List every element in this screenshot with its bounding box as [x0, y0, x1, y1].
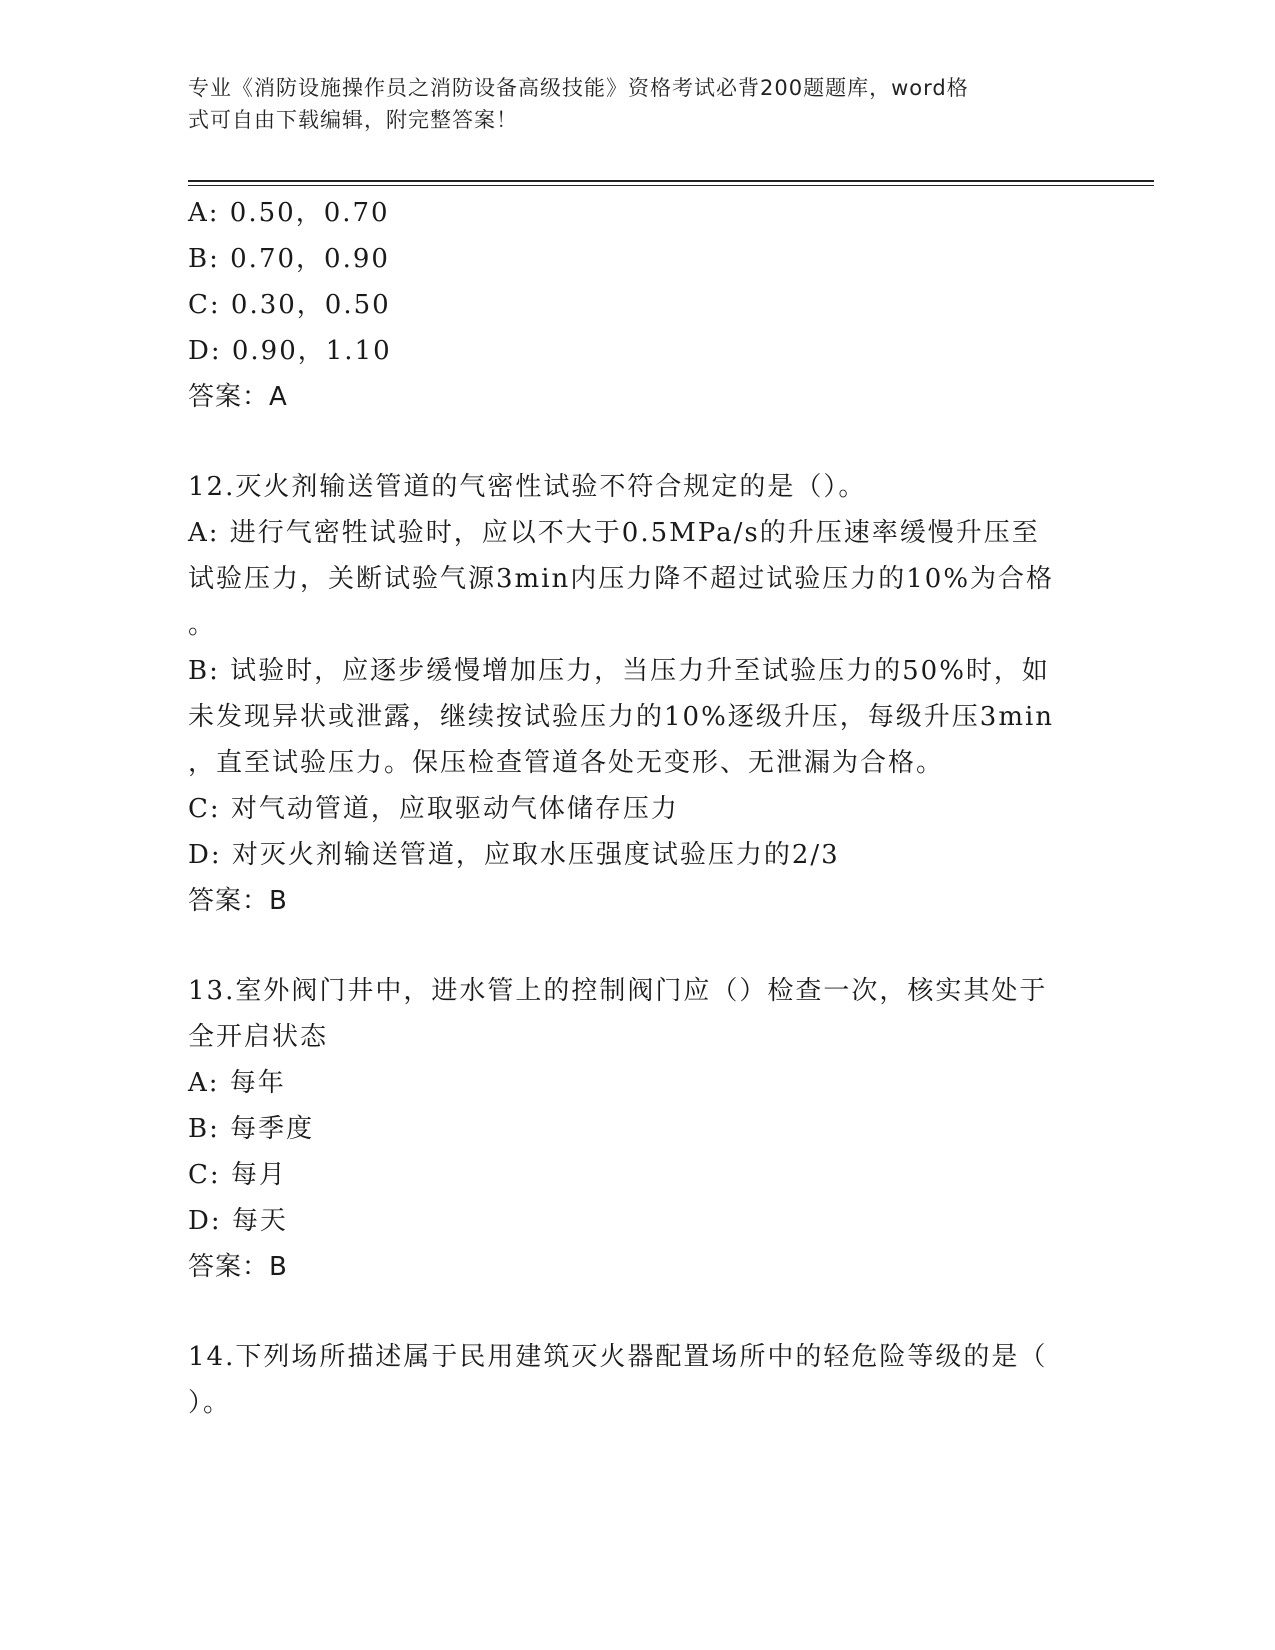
header-divider-thin [188, 185, 1154, 186]
q12-answer: 答案：B [188, 886, 288, 916]
q12-option-b-line-2: 未发现异状或泄露，继续按试验压力的10%逐级升压，每级升压3min [188, 702, 1055, 732]
q14-title-line-2: ）。 [188, 1388, 232, 1418]
question-12 [188, 464, 1088, 924]
q13-option-c: C: 每月 [188, 1160, 287, 1190]
question-14 [188, 1334, 1088, 1426]
q12-option-d: D: 对灭火剂输送管道，应取水压强度试验压力的2/3 [188, 840, 840, 870]
question-11 [188, 190, 1088, 420]
document-header [188, 72, 1068, 136]
q13-option-a: A: 每年 [188, 1068, 286, 1098]
q13-answer: 答案：B [188, 1252, 288, 1282]
q12-option-c: C: 对气动管道，应取驱动气体储存压力 [188, 794, 679, 824]
q11-option-c: C: 0.30，0.50 [188, 290, 391, 320]
q11-answer: 答案：A [188, 382, 288, 412]
question-13 [188, 968, 1088, 1290]
q11-option-d: D: 0.90，1.10 [188, 336, 392, 366]
header-line-1: 专业《消防设施操作员之消防设备高级技能》资格考试必背200题题库，word格 [188, 76, 969, 100]
q12-option-a-line-1: A: 进行气密牲试验时，应以不大于0.5MPa/s的升压速率缓慢升压至 [188, 518, 1040, 548]
q14-title-line-1: 14.下列场所描述属于民用建筑灭火器配置场所中的轻危险等级的是（ [188, 1342, 1048, 1372]
header-line-2: 式可自由下载编辑，附完整答案！ [188, 108, 518, 132]
q11-option-a: A: 0.50，0.70 [188, 198, 390, 228]
q12-option-a-line-3: 。 [188, 610, 217, 640]
q12-title: 12.灭火剂输送管道的气密性试验不符合规定的是（）。 [188, 472, 867, 502]
q11-option-b: B: 0.70，0.90 [188, 244, 390, 274]
q13-title-line-2: 全开启状态 [188, 1022, 329, 1052]
q12-option-b-line-3: ，直至试验压力。保压检查管道各处无变形、无泄漏为合格。 [188, 748, 945, 778]
header-divider-thick [188, 180, 1154, 182]
q12-option-a-line-2: 试验压力，关断试验气源3min内压力降不超过试验压力的10%为合格 [188, 564, 1055, 594]
q12-option-b-line-1: B: 试验时，应逐步缓慢增加压力，当压力升至试验压力的50%时，如 [188, 656, 1050, 686]
q13-option-d: D: 每天 [188, 1206, 288, 1236]
q13-title-line-1: 13.室外阀门井中，进水管上的控制阀门应（）检查一次，核实其处于 [188, 976, 1048, 1006]
q13-option-b: B: 每季度 [188, 1114, 315, 1144]
question-list [188, 190, 1088, 1426]
